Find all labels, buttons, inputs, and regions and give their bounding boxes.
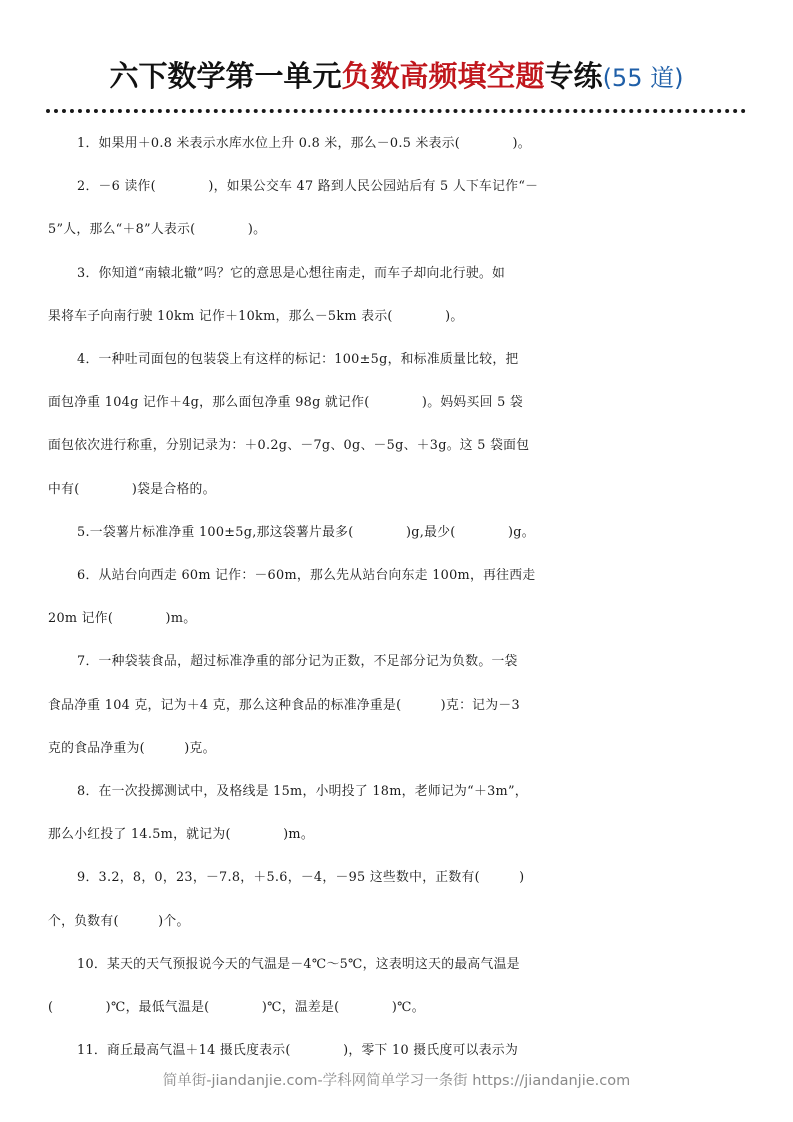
title-part-count: (55 道) [602,64,684,92]
question-line: 11．商丘最高气温＋14 摄氏度表示( )，零下 10 摄氏度可以表示为 [77,1043,519,1059]
question-line: 4．一种吐司面包的包装袋上有这样的标记：100±5g，和标准质量比较，把 [77,352,519,368]
title-part-topic: 负数高频填空题 [341,59,545,93]
question-line: 20m 记作( )m。 [48,611,197,627]
question-line: 8．在一次投掷测试中，及格线是 15m，小明投了 18m，老师记为“＋3m”， [77,784,528,800]
question-line: 中有( )袋是合格的。 [48,481,216,497]
question-line: 5”人，那么“＋8”人表示( )。 [48,222,267,238]
question-line: 面包依次进行称重，分别记录为：＋0.2g、－7g、0g、－5g、＋3g。这 5 袋面包 [48,438,530,454]
question-line: 果将车子向南行驶 10km 记作＋10km，那么－5km 表示( )。 [48,308,464,324]
question-9 [48,856,745,942]
question-line: 3．你知道“南辕北辙”吗？它的意思是心想往南走，而车子却向北行驶。如 [77,265,506,281]
question-4 [48,338,745,511]
question-8 [48,770,745,856]
question-7 [48,640,745,770]
question-line: 那么小红投了 14.5m，就记为( )m。 [48,827,314,843]
question-6 [48,554,745,640]
question-line: 1．如果用＋0.8 米表示水库水位上升 0.8 米，那么－0.5 米表示( )。 [77,136,531,151]
question-line: 克的食品净重为( )克。 [48,740,216,756]
page-title [0,56,793,98]
question-list [48,122,745,1072]
title-part-grade: 六下数学第一单元 [109,59,342,93]
page-footer: 简单街-jiandanjie.com-学科网简单学习一条街 https://jiandanjie.com [162,1073,631,1089]
title-divider [46,109,746,113]
question-3 [48,252,745,338]
question-line: 个，负数有( )个。 [48,913,190,929]
question-1 [48,122,745,165]
question-line: 7．一种袋装食品，超过标准净重的部分记为正数，不足部分记为负数。一袋 [77,654,518,670]
question-line: 食品净重 104 克，记为＋4 克，那么这种食品的标准净重是( )克：记为－3 [48,697,520,713]
question-5 [48,511,745,554]
question-line: 面包净重 104g 记作＋4g，那么面包净重 98g 就记作( )。妈妈买回 5 袋 [48,395,523,411]
question-2 [48,165,745,251]
question-line: ( )℃，最低气温是( )℃，温差是( )℃。 [48,1000,425,1016]
question-line: 10．某天的天气预报说今天的气温是－4℃～5℃，这表明这天的最高气温是 [77,956,520,972]
question-line: 9．3.2，8，0，23，－7.8，＋5.6，－4，－95 这些数中，正数有( ) [77,870,525,886]
question-line: 5.一袋薯片标准净重 100±5g,那这袋薯片最多( )g,最少( )g。 [77,524,535,540]
question-line: 6．从站台向西走 60m 记作：－60m，那么先从站台向东走 100m，再往西走 [77,568,536,584]
question-line: 2．－6 读作( )，如果公交车 47 路到人民公园站后有 5 人下车记作“－ [77,179,539,195]
question-11 [48,1029,745,1072]
question-10 [48,943,745,1029]
title-part-practice: 专练 [544,59,603,93]
